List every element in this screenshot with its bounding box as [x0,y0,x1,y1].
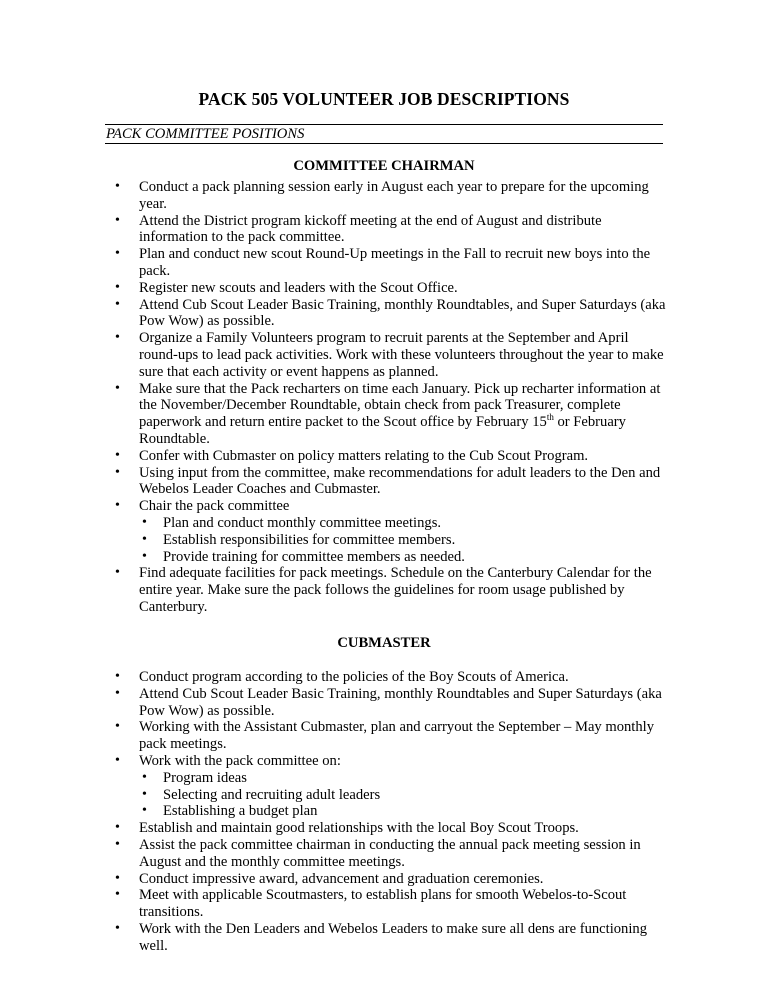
list-item [0,465,667,499]
sub-list-item [139,549,667,566]
committee-chairman-list [0,179,667,616]
list-item [0,179,667,213]
list-item-text: Attend Cub Scout Leader Basic Training, monthly Roundtables, and Super Saturdays (aka Pow Wow) as possible. [139,296,666,330]
list-item-text: Selecting and recruiting adult leaders [163,786,381,803]
list-item [0,297,667,331]
list-item-text: Establish and maintain good relationships with the local Boy Scout Troops. [139,820,579,837]
list-item-text: Meet with applicable Scoutmasters, to establish plans for smooth Webelos-to-Scout transitions. [139,887,627,921]
list-item-text: Conduct a pack planning session early in August each year to prepare for the upcoming year. [139,179,649,212]
list-item [0,753,667,820]
sub-list-item [139,803,667,820]
bottom-rule [105,143,663,144]
document-title: PACK 505 VOLUNTEER JOB DESCRIPTIONS [198,89,570,109]
list-item [0,820,667,837]
subsection-heading: PACK COMMITTEE POSITIONS [106,126,305,142]
list-item-text: Register new scouts and leaders with the Scout Office. [139,279,458,296]
list-item-text: Assist the pack committee chairman in conducting the annual pack meeting session in August and the monthly committee meetings. [139,836,641,870]
list-item [0,280,667,297]
list-item [0,246,667,280]
list-item-text: Program ideas [163,769,247,786]
list-item-text: Conduct program according to the policies of the Boy Scouts of America. [139,669,569,685]
list-item [0,921,667,955]
list-item-text: Work with the Den Leaders and Webelos Leaders to make sure all dens are functioning well. [139,920,647,954]
committee-chairman-heading: COMMITTEE CHAIRMAN [293,158,475,174]
list-item [0,887,667,921]
cubmaster-list [0,669,667,955]
list-item [0,669,667,686]
list-item [0,213,667,247]
list-item [0,330,667,380]
list-item-text: Chair the pack committee [139,498,290,515]
list-item [0,837,667,871]
list-item [0,381,667,448]
sub-list [139,515,667,565]
list-item [0,448,667,465]
list-item-text: Using input from the committee, make recommendations for adult leaders to the Den and Webelos Leader Coaches and Cubmaster. [139,464,661,498]
list-item-text: Plan and conduct monthly committee meetings. [163,514,442,531]
list-item-text: Attend the District program kickoff meeting at the end of August and distribute information to the pack committee. [139,212,602,246]
list-item [0,871,667,888]
list-item-text: Working with the Assistant Cubmaster, plan and carryout the September – May monthly pack meetings. [139,719,655,753]
list-item-text: or February Roundtable. [139,414,626,447]
top-rule [105,124,663,125]
list-item-text: Establish responsibilities for committee members. [163,531,456,548]
list-item-text: Establishing a budget plan [163,803,318,820]
list-item-text: Work with the pack committee on: [139,752,341,769]
list-item-text: Organize a Family Volunteers program to recruit parents at the September and April round-ups to lead pack activities. Work with these volunteers throughout the year to make sure that each activity or event happens as planned. [139,330,664,380]
list-item-text: Attend Cub Scout Leader Basic Training, monthly Roundtables and Super Saturdays (aka Pow Wow) as possible. [139,685,662,719]
cubmaster-heading: CUBMASTER [337,635,431,651]
sub-list-item [139,787,667,804]
list-item-text: Confer with Cubmaster on policy matters relating to the Cub Scout Program. [139,447,589,464]
sub-list-item [139,515,667,532]
list-item-text: Provide training for committee members as needed. [163,548,465,565]
sub-list-item [139,532,667,549]
list-item [0,498,667,565]
list-item [0,565,667,615]
list-item-text: Find adequate facilities for pack meetings. Schedule on the Canterbury Calendar for the entire year. Make sure the pack follows the guidelines for room usage published by Canterbury. [139,565,652,615]
list-item-text: Plan and conduct new scout Round-Up meetings in the Fall to recruit new boys into the pack. [139,246,651,279]
sub-list-item [139,770,667,787]
list-item [0,719,667,753]
list-item-text: Conduct impressive award, advancement and graduation ceremonies. [139,870,544,887]
list-item-text: Make sure that the Pack recharters on time each January. Pick up recharter information at the November/December Roundtable, obtain check from pack Treasurer, complete paperwork and return entire packet to the Scout office by February 15 [139,380,661,431]
list-item [0,686,667,720]
sub-list [139,770,667,820]
superscript: th [546,412,554,423]
